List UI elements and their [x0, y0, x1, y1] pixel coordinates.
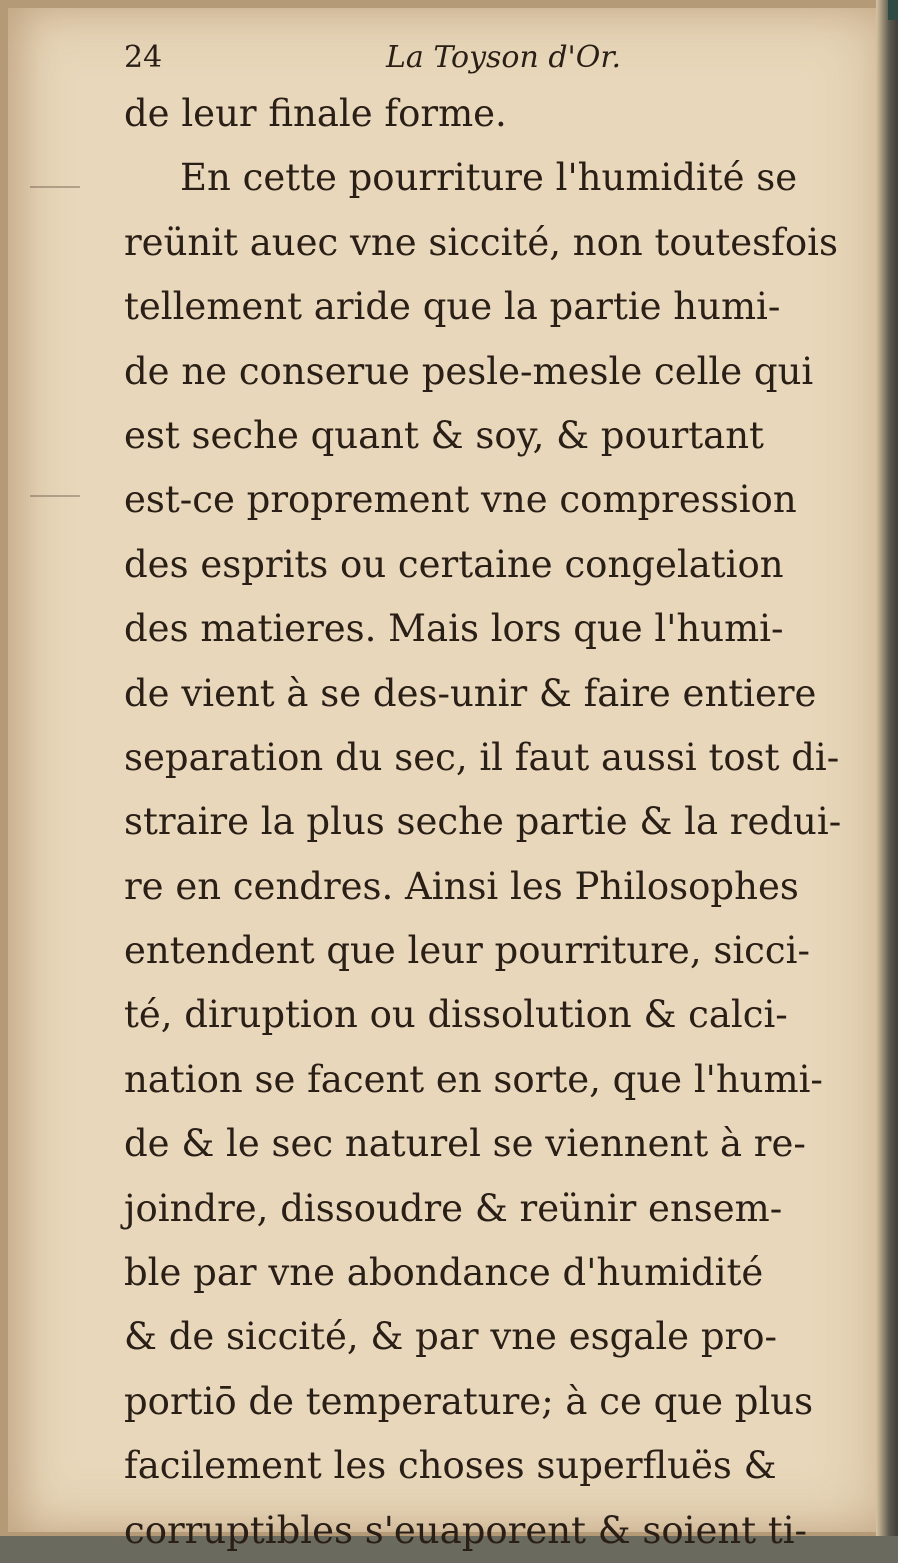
- text-line: facilement les choses superfluës &: [124, 1444, 777, 1488]
- text-line: des matieres. Mais lors que l'humi-: [124, 607, 784, 651]
- text-line: entendent que leur pourriture, sicci-: [124, 929, 810, 973]
- margin-mark: [30, 495, 80, 497]
- text-line: re en cendres. Ainsi les Philosophes: [124, 864, 799, 908]
- text-line: reünit auec vne siccité, non toutesfois: [124, 220, 838, 264]
- text-line: En cette pourriture l'humidité se: [180, 156, 798, 200]
- text-line: de & le sec naturel se viennent à re-: [124, 1122, 806, 1166]
- text-line: joindre, dissoudre & reünir ensem-: [124, 1186, 783, 1230]
- text-line: straire la plus seche partie & la redui-: [124, 800, 842, 844]
- text-line: ble par vne abondance d'humidité: [124, 1251, 764, 1295]
- body-text: [124, 82, 864, 1563]
- text-line: separation du sec, il faut aussi tost di-: [124, 735, 840, 779]
- text-line: tellement aride que la partie humi-: [124, 285, 781, 329]
- text-line: est seche quant & soy, & pourtant: [124, 413, 764, 457]
- text-line: de ne conserue pesle-mesle celle qui: [124, 349, 814, 393]
- text-line: de vient à se des-unir & faire entiere: [124, 671, 817, 715]
- text-line: & de siccité, & par vne esgale pro-: [124, 1315, 777, 1359]
- text-line: des esprits ou certaine congelation: [124, 542, 784, 586]
- text-line: corruptibles s'euaporent & soient ti-: [124, 1508, 808, 1552]
- text-line: portiō de temperature; à ce que plus: [124, 1379, 814, 1423]
- margin-mark: [30, 186, 80, 188]
- text-line: est-ce proprement vne compression: [124, 478, 797, 522]
- text-line: de leur finale forme.: [124, 92, 507, 135]
- text-line: té, diruption ou dissolution & calci-: [124, 993, 788, 1037]
- book-gutter: [876, 0, 898, 1536]
- binding-edge: [888, 0, 898, 20]
- page-number: 24: [124, 40, 163, 75]
- text-line: nation se facent en sorte, que l'humi-: [124, 1057, 823, 1101]
- running-title: La Toyson d'Or.: [386, 40, 621, 75]
